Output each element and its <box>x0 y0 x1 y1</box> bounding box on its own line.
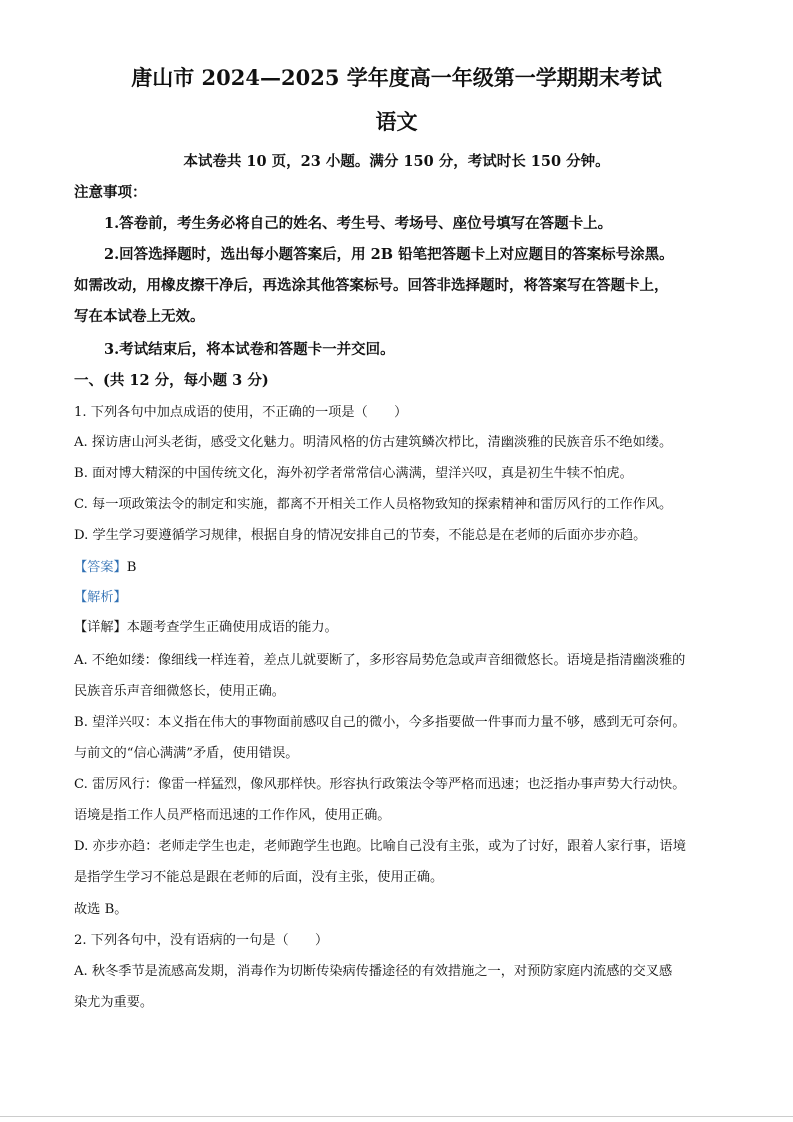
q1-explanation-a-line-2: 民族音乐声音细微悠长，使用正确。 <box>74 684 285 699</box>
notice-item-2-line-2: 如需改动，用橡皮擦干净后，再选涂其他答案标号。回答非选择题时，将答案写在答题卡上， <box>74 277 669 294</box>
page-bottom-divider <box>0 1116 793 1117</box>
q1-stem: 1. 下列各句中加点成语的使用，不正确的一项是（ ） <box>74 405 408 420</box>
q1-explanation-a-line-1: A. 不绝如缕：像细线一样连着，差点儿就要断了，多形容局势危急或声音细微悠长。语境是指清幽淡雅的 <box>74 653 686 668</box>
q1-detail: 【详解】本题考查学生正确使用成语的能力。 <box>74 620 338 635</box>
q1-explanation-b-line-2: 与前文的“信心满满”矛盾，使用错误。 <box>74 746 299 761</box>
q1-explanation-b-line-1: B. 望洋兴叹：本义指在伟大的事物面前感叹自己的微小，今多指要做一件事而力量不够，感到无可奈何。 <box>74 715 686 730</box>
q1-explanation-d-line-2: 是指学生学习不能总是跟在老师的后面，没有主张，使用正确。 <box>74 870 444 885</box>
q1-option-d: D. 学生学习要遵循学习规律，根据自身的情况安排自己的节奏，不能总是在老师的后面亦步亦趋。 <box>74 528 647 543</box>
notice-item-1: 1.答卷前，考生务必将自己的姓名、考生号、考场号、座位号填写在答题卡上。 <box>104 215 613 232</box>
notice-item-2-line-3: 写在本试卷上无效。 <box>74 308 205 325</box>
q2-option-a-line-1: A. 秋冬季节是流感高发期，消毒作为切断传染病传播途径的有效措施之一，对预防家庭内流感的交叉感 <box>74 964 673 979</box>
q2-stem: 2. 下列各句中，没有语病的一句是（ ） <box>74 933 329 948</box>
q1-conclusion: 故选 B。 <box>74 902 128 917</box>
answer-tag: 【答案】 <box>74 560 127 575</box>
q1-analysis-tag: 【解析】 <box>74 590 127 605</box>
notice-item-2-line-1: 2.回答选择题时，选出每小题答案后，用 2B 铅笔把答题卡上对应题目的答案标号涂黑。 <box>104 246 674 263</box>
section-1-heading: 一、(共 12 分，每小题 3 分) <box>74 372 269 389</box>
exam-title: 唐山市 2024—2025 学年度高一年级第一学期期末考试 <box>131 65 662 90</box>
q1-explanation-c-line-2: 语境是指工作人员严格而迅速的工作作风，使用正确。 <box>74 808 391 823</box>
q1-option-b: B. 面对博大精深的中国传统文化，海外初学者常常信心满满，望洋兴叹，真是初生牛犊不怕虎。 <box>74 466 633 481</box>
notice-heading: 注意事项： <box>74 184 147 201</box>
q2-option-a-line-2: 染尤为重要。 <box>74 995 154 1010</box>
q1-answer <box>74 556 136 575</box>
q1-explanation-c-line-1: C. 雷厉风行：像雷一样猛烈，像风那样快。形容执行政策法令等严格而迅速；也泛指办事声势大行动快。 <box>74 777 686 792</box>
notice-item-3: 3.考试结束后，将本试卷和答题卡一并交回。 <box>104 341 395 358</box>
q1-option-c: C. 每一项政策法令的制定和实施，都离不开相关工作人员格物致知的探索精神和雷厉风行的工作作风。 <box>74 497 673 512</box>
q1-option-a: A. 探访唐山河头老街，感受文化魅力。明清风格的仿古建筑鳞次栉比，清幽淡雅的民族音乐不绝如缕。 <box>74 435 673 450</box>
exam-subject: 语文 <box>375 109 418 134</box>
answer-value: B <box>126 560 137 575</box>
exam-meta: 本试卷共 10 页，23 小题。满分 150 分，考试时长 150 分钟。 <box>183 153 610 170</box>
q1-explanation-d-line-1: D. 亦步亦趋：老师走学生也走，老师跑学生也跑。比喻自己没有主张，或为了讨好，跟着人家行事，语境 <box>74 839 686 854</box>
